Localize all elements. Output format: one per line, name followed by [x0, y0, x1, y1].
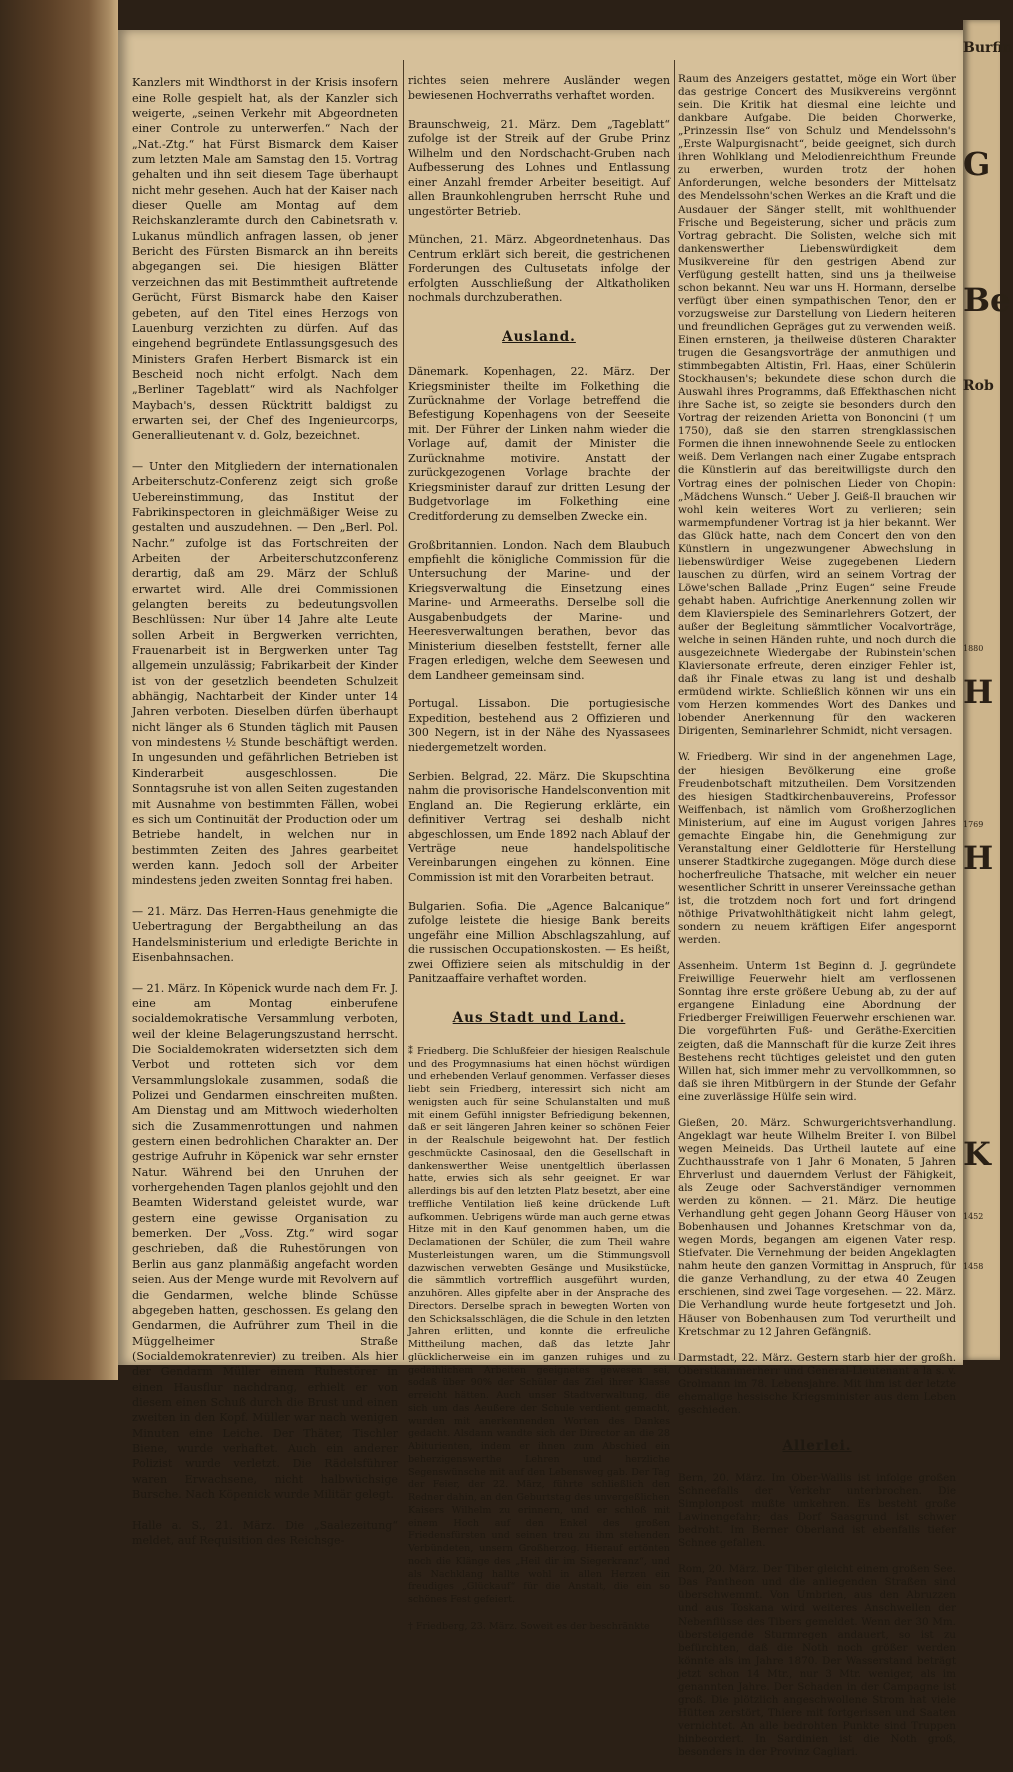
next-page-number: 1452 [963, 1212, 984, 1221]
article-bismarck: Kanzlers mit Windthorst in der Krisis insofern eine Rolle gespielt hat, als der Kanzler sich weigerte, „seinen Verkehr mit Abgeordneten einer Controle zu unterwerfen.“ Nach der „Nat.-Ztg.“ hat Fürst Bismarck dem Kaiser zum letzten Male am Samstag den 15. Vortrag gehalten und ihn seit diesem Tage überhaupt nicht mehr gesehen. Auch hat der Kaiser nach dieser Quelle am Montag auf dem Reichskanzleramte durch den Cabinetsrath v. Lukanus mündlich anfragen lassen, ob jener Bericht des Fürsten Bismarck an ihn bereits abgegangen sei. Die hiesigen Blätter verzeichnen das mit Bestimmtheit auftretende Gerücht, Fürst Bismarck habe den Kaiser gebeten, auf den Titel eines Herzogs von Lauenburg verzichten zu dürfen. Auf das eingehend begründete Entlassungsgesuch des Ministers Grafen Herbert Bismarck ist ein Bescheid noch nicht erfolgt. Nach dem „Berliner Tageblatt“ wird als Nachfolger Maybach's, dessen Rücktritt baldigst zu erwarten sei, der Chef des Ingenieurcorps, Generallieutenant v. d. Golz, bezeichnet. [132, 76, 398, 443]
article-bern: Bern, 20. März. Im Ober-Wallis ist infolge großen Schneefalls der Verkehr unterbrochen. Die Simplonpost mußte umkehren. Es besteht große Lawinengefahr; das Dorf Saasgrund ist schwer bedroht. Im Berner Oberland ist ebenfalls tiefer Schnee gefallen. [678, 1472, 956, 1550]
next-page-number: 1880 [963, 644, 984, 653]
next-page-fragment: H [963, 673, 994, 711]
section-heading-allerlei: Allerlei. [782, 1437, 852, 1454]
article-portugal: Portugal. Lissabon. Die portugiesische Expedition, bestehend aus 2 Offizieren und 300 Negern, ist in der Nähe des Nyassasees niedergemetzelt worden. [408, 697, 670, 754]
next-page-fragment: Be [963, 281, 1011, 319]
column-left [132, 60, 398, 1547]
section-heading-stadt-land: Aus Stadt und Land. [452, 1010, 626, 1026]
column-rule [674, 60, 675, 1360]
article-halle-cont: richtes seien mehrere Ausländer wegen bewiesenen Hochverraths verhaftet worden. [408, 74, 670, 102]
column-right [678, 60, 956, 1758]
section-heading-ausland: Ausland. [502, 329, 576, 346]
next-page-edge [963, 20, 1013, 1360]
article-friedberg-lotterie: W. Friedberg. Wir sind in der angenehmen Lage, der hiesigen Bevölkerung eine große Freudenbotschaft mitzutheilen. Dem Vorsitzenden des hiesigen Stadtkirchenbauvereins, Professor Weiffenbach, ist nämlich vom Großherzoglichen Ministerium, auf eine im August vorigen Jahres gemachte Eingabe hin, die Genehmigung zur Veranstaltung einer Geldlotterie für Herstellung unserer Stadtkirche zugegangen. Möge durch diese hocherfreuliche Thatsache, mit welcher ein neuer wesentlicher Schritt in unserer Vereinssache gethan ist, die trotzdem noch fort und fort dringend nöthige Privatwohlthätigkeit nicht lahm gelegt, sondern zu neuem kräftigen Eifer angespornt werden. [678, 751, 956, 947]
article-rom: Rom, 20. März. Der Tiber gleicht einem großen See. Das Pantheon und die anliegenden Straßen sind überschwemmt. Von Umbrien, aus den Abruzzen und aus Toskana wird weiteres Anschwellen der Nebenflüsse des Tibers gemeldet. Wenn der 30 Mm. übersteigende Sturmregen andauert, so ist zu befürchten, daß die Noth noch größer werden könnte als im Jahre 1870. Der Wasserstand beträgt jetzt schon 14 Mtr., nur 3 Mtr. weniger, als im genannten Jahre. Der Schaden in der Campagne ist groß. Die plötzlich angeschwollene Strom hat viele Hütten zerstört, Thiere mit fortgerissen und Saaten vernichtet. An alle bedrohten Punkte sind Truppen hinbeordert. In Sardinien ist die Noth groß, besonders in der Provinz Cagliari. [678, 1563, 956, 1758]
next-page-fragment: G [963, 145, 991, 183]
article-grossbritannien: Großbritannien. London. Nach dem Blaubuch empfiehlt die königliche Commission für die Untersuchung der Marine- und der Kriegsverwaltung die Einsetzung eines Marine- und Armeeraths. Derselbe soll die Ausgabenbudgets der Marine- und Heeresverwaltungen berathen, bevor das Ministerium dieselben feststellt, ferner alle Fragen erledigen, welche dem Seewesen und dem Landheer gemeinsam sind. [408, 538, 670, 682]
next-page-number: 1769 [963, 820, 984, 829]
article-halle: Halle a. S., 21. März. Die „Saalezeitung“ meldet, auf Requisition des Reichsge- [132, 1518, 398, 1547]
next-page-number: 1458 [963, 1262, 984, 1271]
article-arbeiterschutz: — Unter den Mitgliedern der internationalen Arbeiterschutz-Conferenz zeigt sich große Uebereinstimmung, das Institut der Fabrikinspectoren in gleichmäßiger Weise zu gestalten und auszudehnen. — Den „Berl. Pol. Nachr.“ zufolge ist das Fortschreiten der Arbeiten der Arbeiterschutzconferenz derartig, daß am 29. März der Schluß erwartet wird. Alle drei Commissionen gelangten bereits zu bedeutungsvollen Beschlüssen: Nur über 14 Jahre alte Leute sollen Arbeit in Bergwerken verrichten, Frauenarbeit ist in Bergwerken unter Tag allgemein unzulässig; Fabrikarbeit der Kinder ist von der gesetzlich beendeten Schulzeit abhängig, Nachtarbeit der Kinder unter 14 Jahren verboten. Dieselben dürfen überhaupt nicht länger als 6 Stunden täglich mit Pausen von mindestens ½ Stunde beschäftigt werden. In ungesunden und gefährlichen Betrieben ist Kinderarbeit ausgeschlossen. Die Sonntagsruhe ist von allen Seiten zugestanden mit Ausnahme von bestimmten Fällen, wobei es sich um Continuität der Production oder um Betriebe handelt, in welchen nur in bestimmten Zeiten des Jahres gearbeitet werden kann. Jedoch soll der Arbeiter mindestens jeden zweiten Sonntag frei haben. [132, 459, 398, 888]
article-braunschweig: Braunschweig, 21. März. Dem „Tageblatt“ zufolge ist der Streik auf der Grube Prinz Wilhelm und den Nordschacht-Gruben nach Aufbesserung des Lohnes und Entlassung einer Anzahl fremder Arbeiter beseitigt. Auf allen Braunkohlengruben herrscht Ruhe und ungestörter Betrieb. [408, 117, 670, 218]
next-page-fragment: K [963, 1135, 991, 1173]
next-page-fragment: Rob [963, 378, 994, 394]
article-koepenick: — 21. März. In Köpenick wurde nach dem Fr. J. eine am Montag einberufene socialdemokratische Versammlung verboten, weil der kleine Belagerungszustand herrscht. Die Socialdemokraten widersetzten sich dem Verbot und rotteten sich vor dem Versammlungslokale zusammen, sodaß die Polizei und Gendarmen einschreiten mußten. Am Dienstag und am Mittwoch wiederholten sich die Zusammenrottungen und nahmen gestern einen bedrohlichen Charakter an. Der gestrige Aufruhr in Köpenick war sehr ernster Natur. Während bei den Unruhen der vorhergehenden Tagen planlos gejohlt und den Beamten Widerstand geleistet wurde, war gestern eine gewisse Organisation zu bemerken. Der „Voss. Ztg.“ wird sogar geschrieben, daß die Ruhestörungen von Berlin aus ganz planmäßig angefacht worden seien. Aus der Menge wurde mit Revolvern auf die Gendarmen, welche blinde Schüsse abgegeben hatten, geschossen. Es gelang den Gendarmen, die Aufrührer zum Theil in die Müggelheimer Straße (Socialdemokratenrevier) zu treiben. Als hier der Gendarm Müller einem Ruhestörer in einen Hausflur nachdrang, erhielt er von diesem einen Schuß durch die Brust und einen zweiten in den Kopf. Müller war nach wenigen Minuten eine Leiche. Der Thäter, Tischler Biene, wurde verhaftet. Auch ein anderer Polizist wurde verletzt. Die Rädelsführer waren Erwachsene, nicht halbwüchsige Bursche. Nach Köpenick wurde Militär gelegt. [132, 981, 398, 1501]
article-bulgarien: Bulgarien. Sofia. Die „Agence Balcanique“ zufolge leistete die hiesige Bank bereits ungefähr eine Million Abschlagszahlung, auf die russischen Occupationskosten. — Es heißt, zwei Offiziere seien als mitschuldig in der Panitzaaffaire verhaftet worden. [408, 899, 670, 986]
article-serbien: Serbien. Belgrad, 22. März. Die Skupschtina nahm die provisorische Handelsconvention mit England an. Die Regierung erklärte, ein definitiver Vertrag sei deshalb nicht abgeschlossen, um Ende 1892 nach Ablauf der Verträge neue handelspolitische Vereinbarungen eingehen zu können. Eine Commission ist mit den Vorarbeiten betraut. [408, 769, 670, 884]
next-page-fragment: H [963, 839, 994, 877]
newspaper-page [118, 30, 963, 1758]
article-assenheim: Assenheim. Unterm 1st Beginn d. J. gegründete Freiwillige Feuerwehr hielt am verflossenen Sonntag ihre erste größere Uebung ab, zu der auf ergangene Einladung eine Abordnung der Friedberger Freiwilligen Feuerwehr erschienen war. Die vorgeführten Fuß- und Geräthe-Exercitien zeigten, daß die Mannschaft für die kurze Zeit ihres Bestehens recht tüchtiges geleistet und den guten Willen hat, sich immer mehr zu vervollkommnen, so daß sie ihren Mitbürgern in der Stunde der Gefahr eine zuverlässige Hülfe sein wird. [678, 960, 956, 1103]
column-middle [408, 60, 670, 1633]
article-friedberg-schulfeier: ⁑ Friedberg. Die Schlußfeier der hiesigen Realschule und des Progymnasiums hat einen höchst würdigen und erhebenden Verlauf genommen. Verfasser dieses liebt sein Friedberg, interessirt sich nicht am wenigsten auch für seine Schulanstalten und muß mit einem Gefühl innigster Befriedigung bekennen, daß er seit längeren Jahren keiner so schönen Feier in der Realschule beigewohnt hat. Der festlich geschmückte Casinosaal, den die Gesellschaft in dankenswerther Weise unentgeltlich überlassen hatte, erwies sich als sehr geeignet. Er war allerdings bis auf den letzten Platz besetzt, aber eine treffliche Ventilation ließ keine drückende Luft aufkommen. Uebrigens würde man auch gerne etwas Hitze mit in den Kauf genommen haben, um die Declamationen der Schüler, die zum Theil wahre Musterleistungen waren, um die Stimmungsvoll dazwischen verwebten Gesänge und Musikstücke, die sämmtlich vortrefflich ausgeführt wurden, anzuhören. Alles gipfelte aber in der Ansprache des Directors. Derselbe sprach in bewegten Worten von den Schicksalsschlägen, die die Schule in den letzten Jahren erlitten, und konnte die erfreuliche Mittheilung machen, daß das letzte Jahr glücklicherweise ein im ganzen ruhiges und zu gedeihlichem Arbeiten geeignetes gewesen sei, sodaß über 90% der Schüler das Ziel ihrer Klasse erreicht hätten. Auch unser Stadtverwaltung, die sich um das Aeußere der Schule verdient gemacht, wurden mit anerkennenden Worten des Dankes gedacht. Alsdann wandte sich der Director an die 28 Abiturienten, indem er ihnen zum Abschied ein beherzigenswerthe Lehren und herzliche Segenswünsche mit auf den Lebensweg gab. Der Tag der Feier, der 22. März, führte schließlich den Redner dahin, an den Geburtstag des unvergeßlichen Kaisers Wilhelm zu erinnern, und er schloß mit einem Hoch auf den Enkel des großen Friedensfürsten und seinen treu zu ihm stehenden Verbündeten, unsern Großherzog. Hierauf ertönten noch die Klänge des „Heil dir im Siegerkranz“, und als Nachklang hallte wohl in allen Herzen ein freudiges „Glückauf“ für die Anstalt, die ein so schönes Fest gefeiert. [408, 1045, 670, 1606]
article-concert: Raum des Anzeigers gestattet, möge ein Wort über das gestrige Concert des Musikvereins vergönnt sein. Die Kritik hat diesmal eine leichte und dankbare Aufgabe. Die beiden Chorwerke, „Prinzessin Ilse“ von Schulz und Mendelssohn's „Erste Walpurgisnacht“, beide geeignet, sich durch ihren Wohlklang und Melodienreichthum Freunde zu erwerben, wurden trotz der hohen Anforderungen, welche besonders der Mittelsatz des Mendelssohn'schen Werkes an die Kraft und die Ausdauer der Sänger stellt, mit wohlthuender Frische und Begeisterung, sicher und präcis zum Vortrag gebracht. Die Solisten, welche sich mit dankenswerther Liebenswürdigkeit dem Musikvereine für den gestrigen Abend zur Verfügung gestellt hatten, sind uns ja theilweise schon bekannt. Neu war uns H. Hormann, derselbe verfügt über einen sympathischen Tenor, den er vorzugsweise zur Darstellung von Liedern heiteren und freundlichen Gepräges gut zu verwenden weiß. Einen ernsteren, ja theilweise düsteren Charakter trugen die Gesangsvorträge der anmuthigen und stimmbegabten Altistin, Frl. Haas, einer Schülerin Stockhausen's; bekundete diese schon durch die Auswahl ihres Programms, daß Effekthaschen nicht ihre Sache ist, so zeigte sie besonders durch den Vortrag der reizenden Arietta von Bononcini († um 1750), daß sie den starren strengklassischen Formen die ihnen innewohnende Seele zu entlocken weiß. Dem Verlangen nach einer Zugabe entsprach die Künstlerin auf das bereitwilligste durch den Vortrag eines der polnischen Lieder von Chopin: „Mädchens Wunsch.“ Ueber J. Geiß-Il brauchen wir wohl kein weiteres Wort zu verlieren; sein warmempfundener Vortrag ist ja hier bekannt. Wer das Glück hatte, nach dem Concert den von den Künstlern in ungezwungener Abwechslung in liebenswürdiger Weise zugegebenen Liedern lauschen zu dürfen, wird an seinem Vortrag der Löwe'schen Ballade „Prinz Eugen“ seine Freude gehabt haben. Aufrichtige Anerkennung zollen wir dem Klavierspiele des Seminarlehrers Gotzert, der außer der Begleitung sämmtlicher Vocalvorträge, welche in seinen Händen ruhte, und noch durch die ausgezeichnete Wiedergabe der Rubinstein'schen Klaviersonate erfreute, deren einziger Fehler ist, daß ihr Finale etwas zu lang ist und deshalb ermüdend wirkte. Schließlich können wir uns ein vom Herzen kommendes Wort des Dankes und lobender Anerkennung für den wackeren Dirigenten, Seminarlehrer Schmidt, nicht versagen. [678, 73, 956, 738]
next-page-fragment: Burfin [963, 40, 1013, 56]
column-rule [403, 60, 404, 1360]
book-binding [0, 0, 118, 1380]
article-daenemark: Dänemark. Kopenhagen, 22. März. Der Kriegsminister theilte im Folkething die Zurücknahme der Vorlage betreffend die Befestigung Kopenhagens von der Seeseite mit. Der Führer der Linken nahm wieder die Vorlage auf, damit der Minister die Zurücknahme motivire. Anstatt der zurückgezogenen Vorlage brachte der Kriegsminister darauf zur dritten Lesung der Budgetvorlage im Folkething eine Creditforderung zu demselben Zwecke ein. [408, 365, 670, 523]
article-friedberg-concert-start: † Friedberg, 23. März. Soweit es der beschränkte [408, 1621, 650, 1633]
article-darmstadt: Darmstadt, 22. März. Gestern starb hier der großh. Oberstkammerherr und General-Lieutenant a la s. v. Grolmann im 78. Lebensjahre. Mit ihm ist der letzte ehemalige hessische Kriegsminister aus dem Leben geschieden. [678, 1351, 956, 1416]
article-herrenhaus: — 21. März. Das Herren-Haus genehmigte die Uebertragung der Bergabtheilung an das Handelsministerium und erledigte Berichte in Eisenbahnsachen. [132, 904, 398, 964]
article-giessen: Gießen, 20. März. Schwurgerichtsverhandlung. Angeklagt war heute Wilhelm Breiter I. von Bilbel wegen Meineids. Das Urtheil lautete auf eine Zuchthausstrafe von 1 Jahr 6 Monaten, 5 Jahren Ehrverlust und dauerndem Verlust der Fähigkeit, als Zeuge oder Sachverständiger vernommen werden zu können. — 21. März. Die heutige Verhandlung geht gegen Johann Georg Häuser von Bobenhausen und Johannes Kretschmar von da, wegen Mords, begangen am eigenen Vater resp. Stiefvater. Die Vernehmung der beiden Angeklagten nahm heute den ganzen Vormittag in Anspruch, für die ganze Verhandlung, zu der etwa 40 Zeugen erschienen, sind zwei Tage vorgesehen. — 22. März. Die Verhandlung wurde heute fortgesetzt und Joh. Häuser von Bobenhausen zum Tod verurtheilt und Kretschmar zu 12 Jahren Gefängniß. [678, 1116, 956, 1338]
article-muenchen: München, 21. März. Abgeordnetenhaus. Das Centrum erklärt sich bereit, die gestrichenen Forderungen des Cultusetats infolge der erfolgten Ausschließung der Altkatholiken nochmals durchzuberathen. [408, 233, 670, 305]
